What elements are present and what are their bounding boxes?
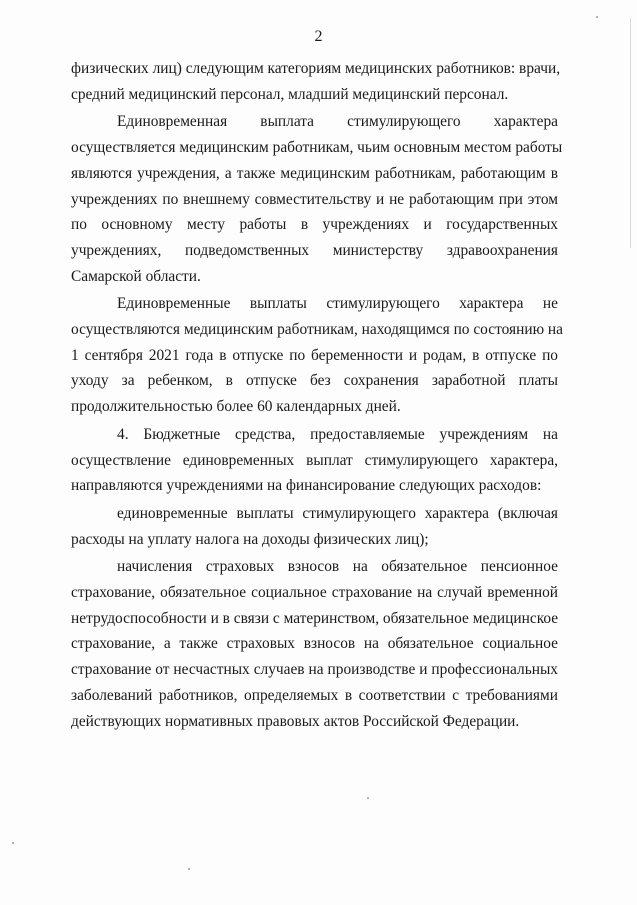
text-line: 1 сентября 2021 года в отпуске по беременности и родам, в отпуске по xyxy=(71,346,558,364)
text-line: учреждениях, подведомственных министерству здравоохранения xyxy=(71,241,558,259)
paragraph-payments-list xyxy=(71,501,558,552)
text-line: Самарской области. xyxy=(71,267,201,285)
text-line: средний медицинский персонал, младший медицинский персонал. xyxy=(71,85,509,103)
paragraph-continuation xyxy=(71,56,561,107)
scan-speck xyxy=(367,797,369,799)
text-line: по основному месту работы в учреждениях и государственных xyxy=(71,216,558,234)
text-line: страхование, обязательное социальное страхование на случай временной xyxy=(71,584,558,602)
scan-edge-shadow xyxy=(630,18,631,248)
text-line: 4. Бюджетные средства, предоставляемые учреждениям на xyxy=(117,425,558,443)
text-line: являются учреждения, а также медицинским работникам, работающим в xyxy=(71,164,558,182)
paragraph-exclusions xyxy=(71,291,563,420)
text-line: Единовременные выплаты стимулирующего характера не xyxy=(117,295,558,313)
text-line: единовременные выплаты стимулирующего характера (включая xyxy=(117,504,558,522)
text-line: продолжительностью более 60 календарных дней. xyxy=(71,398,401,416)
scan-speck xyxy=(188,868,190,870)
text-line: начисления страховых взносов на обязательное пенсионное xyxy=(117,558,558,576)
text-line: осуществляется медицинским работникам, чьим основным местом работы xyxy=(71,139,563,157)
text-line: действующих нормативных правовых актов Российской Федерации. xyxy=(71,712,520,730)
text-line: нетрудоспособности и в связи с материнством, обязательное медицинское xyxy=(71,609,559,627)
text-line: страхование от несчастных случаев на производстве и профессиональных xyxy=(71,661,558,679)
text-line: уходу за ребенком, в отпуске без сохранения заработной платы xyxy=(71,372,558,390)
scan-speck xyxy=(596,16,598,18)
text-line: осуществление единовременных выплат стимулирующего характера, xyxy=(71,451,558,469)
text-line: расходы на уплату налога на доходы физических лиц); xyxy=(71,530,429,548)
text-line: страхование, а также страховых взносов на обязательное социальное xyxy=(71,635,558,653)
text-line: физических лиц) следующим категориям медицинских работников: врачи, xyxy=(71,60,561,77)
text-line: направляются учреждениями на финансирование следующих расходов: xyxy=(71,477,542,495)
text-line: осуществляются медицинским работникам, находящимся по состоянию на xyxy=(71,321,563,339)
text-line: заболеваний работников, определяемых в соответствии с требованиями xyxy=(71,686,558,704)
document-body xyxy=(71,56,563,735)
paragraph-insurance-contributions xyxy=(71,554,558,734)
page-number: 2 xyxy=(314,28,323,45)
text-line: Единовременная выплата стимулирующего характера xyxy=(117,113,558,131)
text-line: учреждениях по внешнему совместительству и не работающим при этом xyxy=(71,190,558,208)
paragraph-one-time-payment xyxy=(71,109,563,289)
paragraph-budget-funds xyxy=(71,422,558,499)
scan-speck xyxy=(12,842,14,844)
